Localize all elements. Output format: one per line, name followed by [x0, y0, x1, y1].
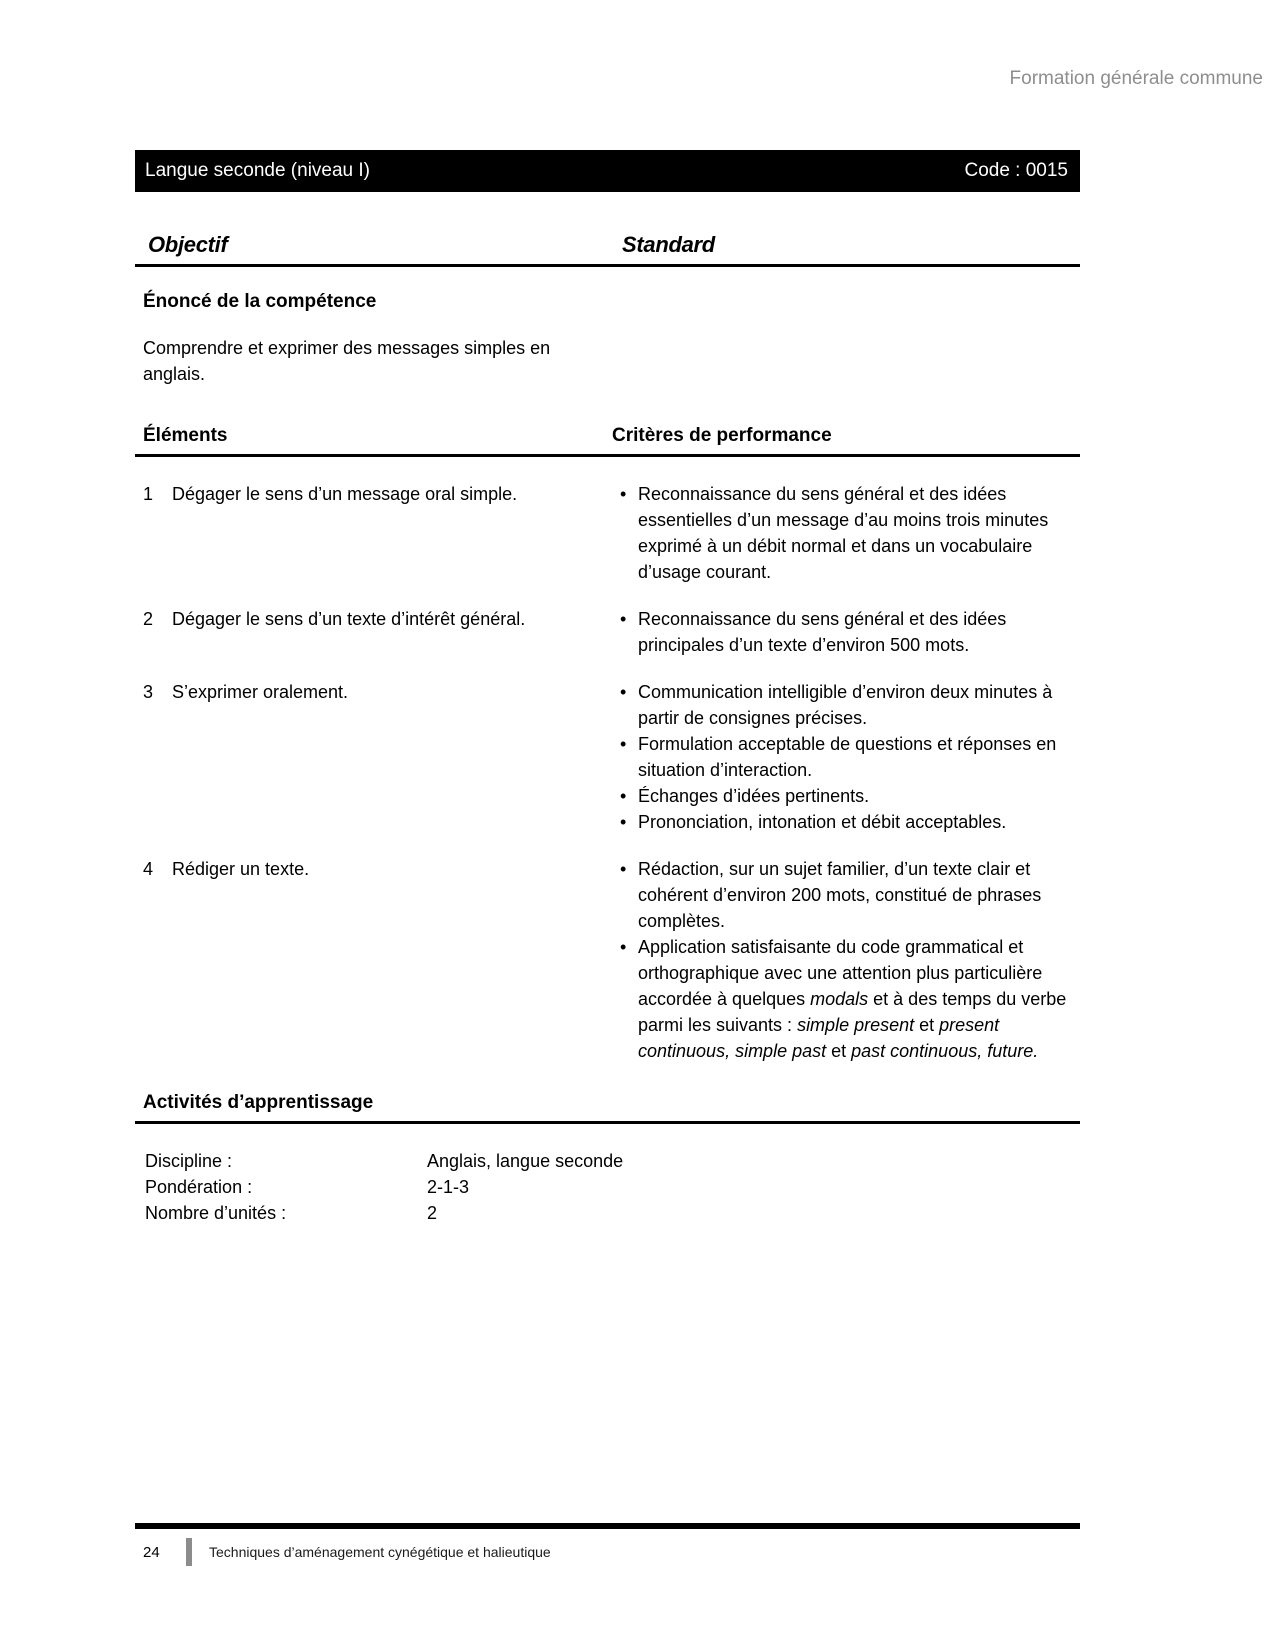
criterion-item: [612, 856, 1080, 934]
element-number: 3: [143, 682, 154, 702]
element-text: Rédiger un texte.: [172, 859, 310, 879]
criterion-item: [612, 481, 1080, 585]
learning-entry-value: Anglais, langue seconde: [427, 1151, 624, 1171]
objectif-heading: Objectif: [148, 232, 228, 257]
running-header: Formation générale commune: [1009, 68, 1263, 89]
competence-statement: Comprendre et exprimer des messages simples en anglais.: [143, 338, 551, 384]
learning-entry-label: Discipline :: [145, 1151, 233, 1171]
criterion-item: [612, 679, 1080, 731]
page-footer: [135, 1523, 1080, 1566]
bullet-marker: •: [620, 812, 627, 832]
bullet-marker: •: [620, 786, 627, 806]
footer-document-title: Techniques d’aménagement cynégétique et halieutique: [209, 1544, 551, 1560]
criterion-item: [612, 934, 1080, 1064]
criterion-italic-segment: present continuous, simple past: [638, 1015, 1000, 1061]
criterion-text: [638, 809, 1078, 835]
table-row: [135, 606, 1080, 658]
criteria-cell: [612, 856, 1080, 1064]
learning-entry-label: Nombre d’unités :: [145, 1203, 287, 1223]
footer-rule: [135, 1523, 1080, 1529]
bullet-marker: •: [620, 682, 627, 702]
element-cell: [135, 606, 612, 658]
criteres-heading: Critères de performance: [612, 425, 832, 446]
learning-activities-list: [135, 1148, 1080, 1226]
element-cell: [135, 481, 612, 585]
bullet-marker: •: [620, 484, 627, 504]
element-number: 4: [143, 859, 154, 879]
bullet-marker: •: [620, 734, 627, 754]
criterion-segment: et: [826, 1041, 852, 1061]
table-row: [135, 856, 1080, 1064]
criteria-cell: [612, 606, 1080, 658]
bullet-marker: •: [620, 937, 627, 957]
criterion-segment: Communication intelligible d’environ deux minutes à partir de consignes précises.: [638, 682, 1053, 728]
competence-heading: Énoncé de la compétence: [143, 291, 377, 312]
learning-entry-value: 2-1-3: [427, 1177, 470, 1197]
criterion-segment: Prononciation, intonation et débit acceptables.: [638, 812, 1007, 832]
page-number: 24: [143, 1543, 160, 1561]
element-text: Dégager le sens d’un texte d’intérêt général.: [172, 609, 526, 629]
criterion-item: [612, 809, 1080, 835]
criterion-segment: et à des temps du verbe parmi les suivants :: [638, 989, 1067, 1035]
learning-entry-label: Pondération :: [145, 1177, 253, 1197]
course-title: Langue seconde (niveau I): [145, 160, 370, 181]
element-text: S’exprimer oralement.: [172, 682, 349, 702]
criterion-segment: et: [914, 1015, 940, 1035]
elements-rows: [135, 481, 1080, 1064]
element-text: Dégager le sens d’un message oral simple.: [172, 484, 518, 504]
criterion-text: [638, 856, 1078, 934]
bullet-marker: •: [620, 609, 627, 629]
criterion-segment: Reconnaissance du sens général et des idées principales d’un texte d’environ 500 mots.: [638, 609, 1007, 655]
bullet-marker: •: [620, 859, 627, 879]
course-title-bar: [135, 150, 1080, 192]
table-row: [135, 481, 1080, 585]
objective-standard-header: [135, 232, 1080, 258]
criterion-text: [638, 481, 1078, 585]
criteria-cell: [612, 679, 1080, 835]
course-code: Code : 0015: [964, 160, 1068, 181]
criterion-segment: Rédaction, sur un sujet familier, d’un texte clair et cohérent d’environ 200 mots, constitué de phrases complètes.: [638, 859, 1042, 931]
criterion-segment: Reconnaissance du sens général et des idées essentielles d’un message d’au moins trois minutes exprimé à un débit normal et dans un vocabulaire d’usage courant.: [638, 484, 1049, 582]
criterion-text: [638, 606, 1078, 658]
element-number: 2: [143, 609, 154, 629]
criterion-item: [612, 731, 1080, 783]
criteria-cell: [612, 481, 1080, 585]
learning-entry: [145, 1200, 1080, 1226]
learning-entry: [145, 1174, 1080, 1200]
learning-activities-heading: Activités d’apprentissage: [143, 1092, 374, 1113]
table-column-headings: [135, 425, 1080, 447]
criterion-italic-segment: past continuous, future.: [851, 1041, 1039, 1061]
divider-rule: [135, 454, 1080, 457]
page-content: [135, 150, 1080, 1226]
criterion-text: [638, 934, 1078, 1064]
criterion-text: [638, 679, 1078, 731]
criterion-segment: Application satisfaisante du code grammatical et orthographique avec une attention plus particulière accordée à quelques: [638, 937, 1043, 1009]
learning-entry-value: 2: [427, 1203, 438, 1223]
criterion-text: [638, 783, 1078, 809]
learning-entry: [145, 1148, 1080, 1174]
criterion-italic-segment: simple present: [797, 1015, 915, 1035]
criterion-item: [612, 783, 1080, 809]
element-number: 1: [143, 484, 154, 504]
criterion-italic-segment: modals: [810, 989, 869, 1009]
table-row: [135, 679, 1080, 835]
criterion-segment: Échanges d’idées pertinents.: [638, 786, 870, 806]
element-cell: [135, 856, 612, 1064]
element-cell: [135, 679, 612, 835]
standard-heading: Standard: [622, 232, 715, 257]
divider-rule: [135, 1121, 1080, 1124]
footer-row: [135, 1538, 1080, 1566]
criterion-segment: Formulation acceptable de questions et réponses en situation d’interaction.: [638, 734, 1057, 780]
criterion-item: [612, 606, 1080, 658]
criterion-text: [638, 731, 1078, 783]
elements-heading: Éléments: [143, 425, 228, 446]
footer-divider-bar: [186, 1538, 192, 1566]
divider-rule: [135, 264, 1080, 267]
